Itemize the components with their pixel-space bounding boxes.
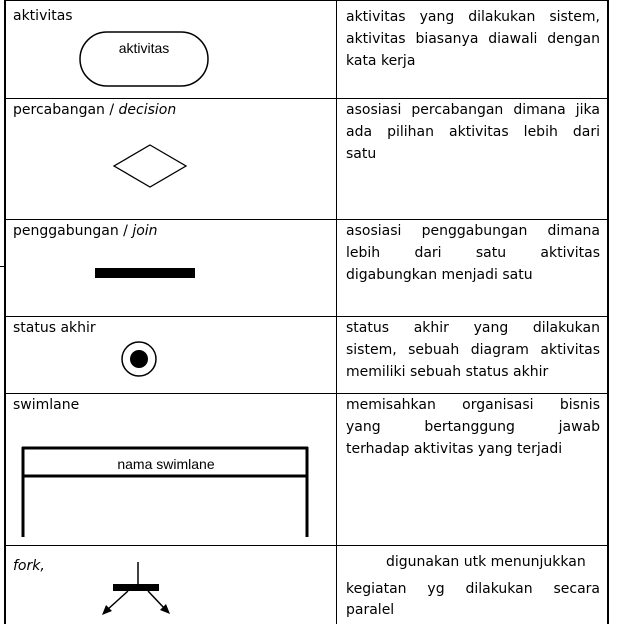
stray-tick-mark <box>0 266 6 267</box>
swimlane-symbol <box>20 446 312 538</box>
fork-left-branch <box>107 591 128 610</box>
swimlane-name-label: nama swimlane <box>117 456 215 472</box>
row-label-aktivitas: aktivitas <box>13 8 73 24</box>
row-label-fork: fork, <box>13 558 45 574</box>
table-border-left <box>4 0 6 624</box>
description-line: asosiasi percabangan dimana jika <box>346 102 600 118</box>
description-line: digabungkan menjadi satu <box>346 267 533 283</box>
fork-symbol <box>100 561 176 624</box>
description-line: paralel <box>346 602 395 618</box>
description-line: memisahkan organisasi bisnis <box>346 397 600 413</box>
description-line: satu <box>346 146 377 162</box>
fork-bar <box>113 584 159 591</box>
row-divider <box>4 545 609 546</box>
stray-tick-mark <box>336 266 337 272</box>
decision-diamond-symbol <box>112 143 188 189</box>
row-label-final-state: status akhir <box>13 320 96 336</box>
join-bar-symbol <box>95 268 195 278</box>
row-description-join <box>346 220 600 286</box>
row-label-swimlane: swimlane <box>13 397 80 413</box>
fork-right-branch <box>148 591 165 609</box>
description-line: digunakan utk menunjukkan <box>386 554 586 570</box>
description-line: asosiasi penggabungan dimana <box>346 223 600 239</box>
decision-diamond <box>114 145 186 187</box>
row-label-decision: percabangan / decision <box>13 102 177 118</box>
row-description-final-state <box>346 317 600 383</box>
activity-symbol-label: aktivitas <box>118 40 170 56</box>
description-line: ada pilihan aktivitas lebih dari <box>346 124 600 140</box>
description-line: lebih dari satu aktivitas <box>346 245 600 261</box>
row-description-decision <box>346 99 600 165</box>
table-column-divider <box>336 0 337 624</box>
description-line: yang bertanggung jawab <box>346 419 600 435</box>
row-description-fork <box>346 551 600 622</box>
row-divider <box>4 0 609 1</box>
final-state-symbol <box>120 340 158 378</box>
description-line: aktivitas biasanya diawali dengan <box>346 31 600 47</box>
activity-symbol <box>78 30 212 90</box>
row-description-aktivitas <box>346 6 600 72</box>
description-line: sistem, sebuah diagram aktivitas <box>346 342 600 358</box>
row-label-join: penggabungan / join <box>13 223 158 239</box>
final-state-inner-dot <box>130 350 148 368</box>
description-line: status akhir yang dilakukan <box>346 320 600 336</box>
description-line: kata kerja <box>346 53 416 69</box>
table-border-right <box>607 0 609 624</box>
description-line: kegiatan yg dilakukan secara <box>346 581 600 597</box>
description-line: terhadap aktivitas yang terjadi <box>346 441 563 457</box>
row-description-swimlane <box>346 394 600 460</box>
description-line: aktivitas yang dilakukan sistem, <box>346 9 600 25</box>
description-line: memiliki sebuah status akhir <box>346 364 549 380</box>
